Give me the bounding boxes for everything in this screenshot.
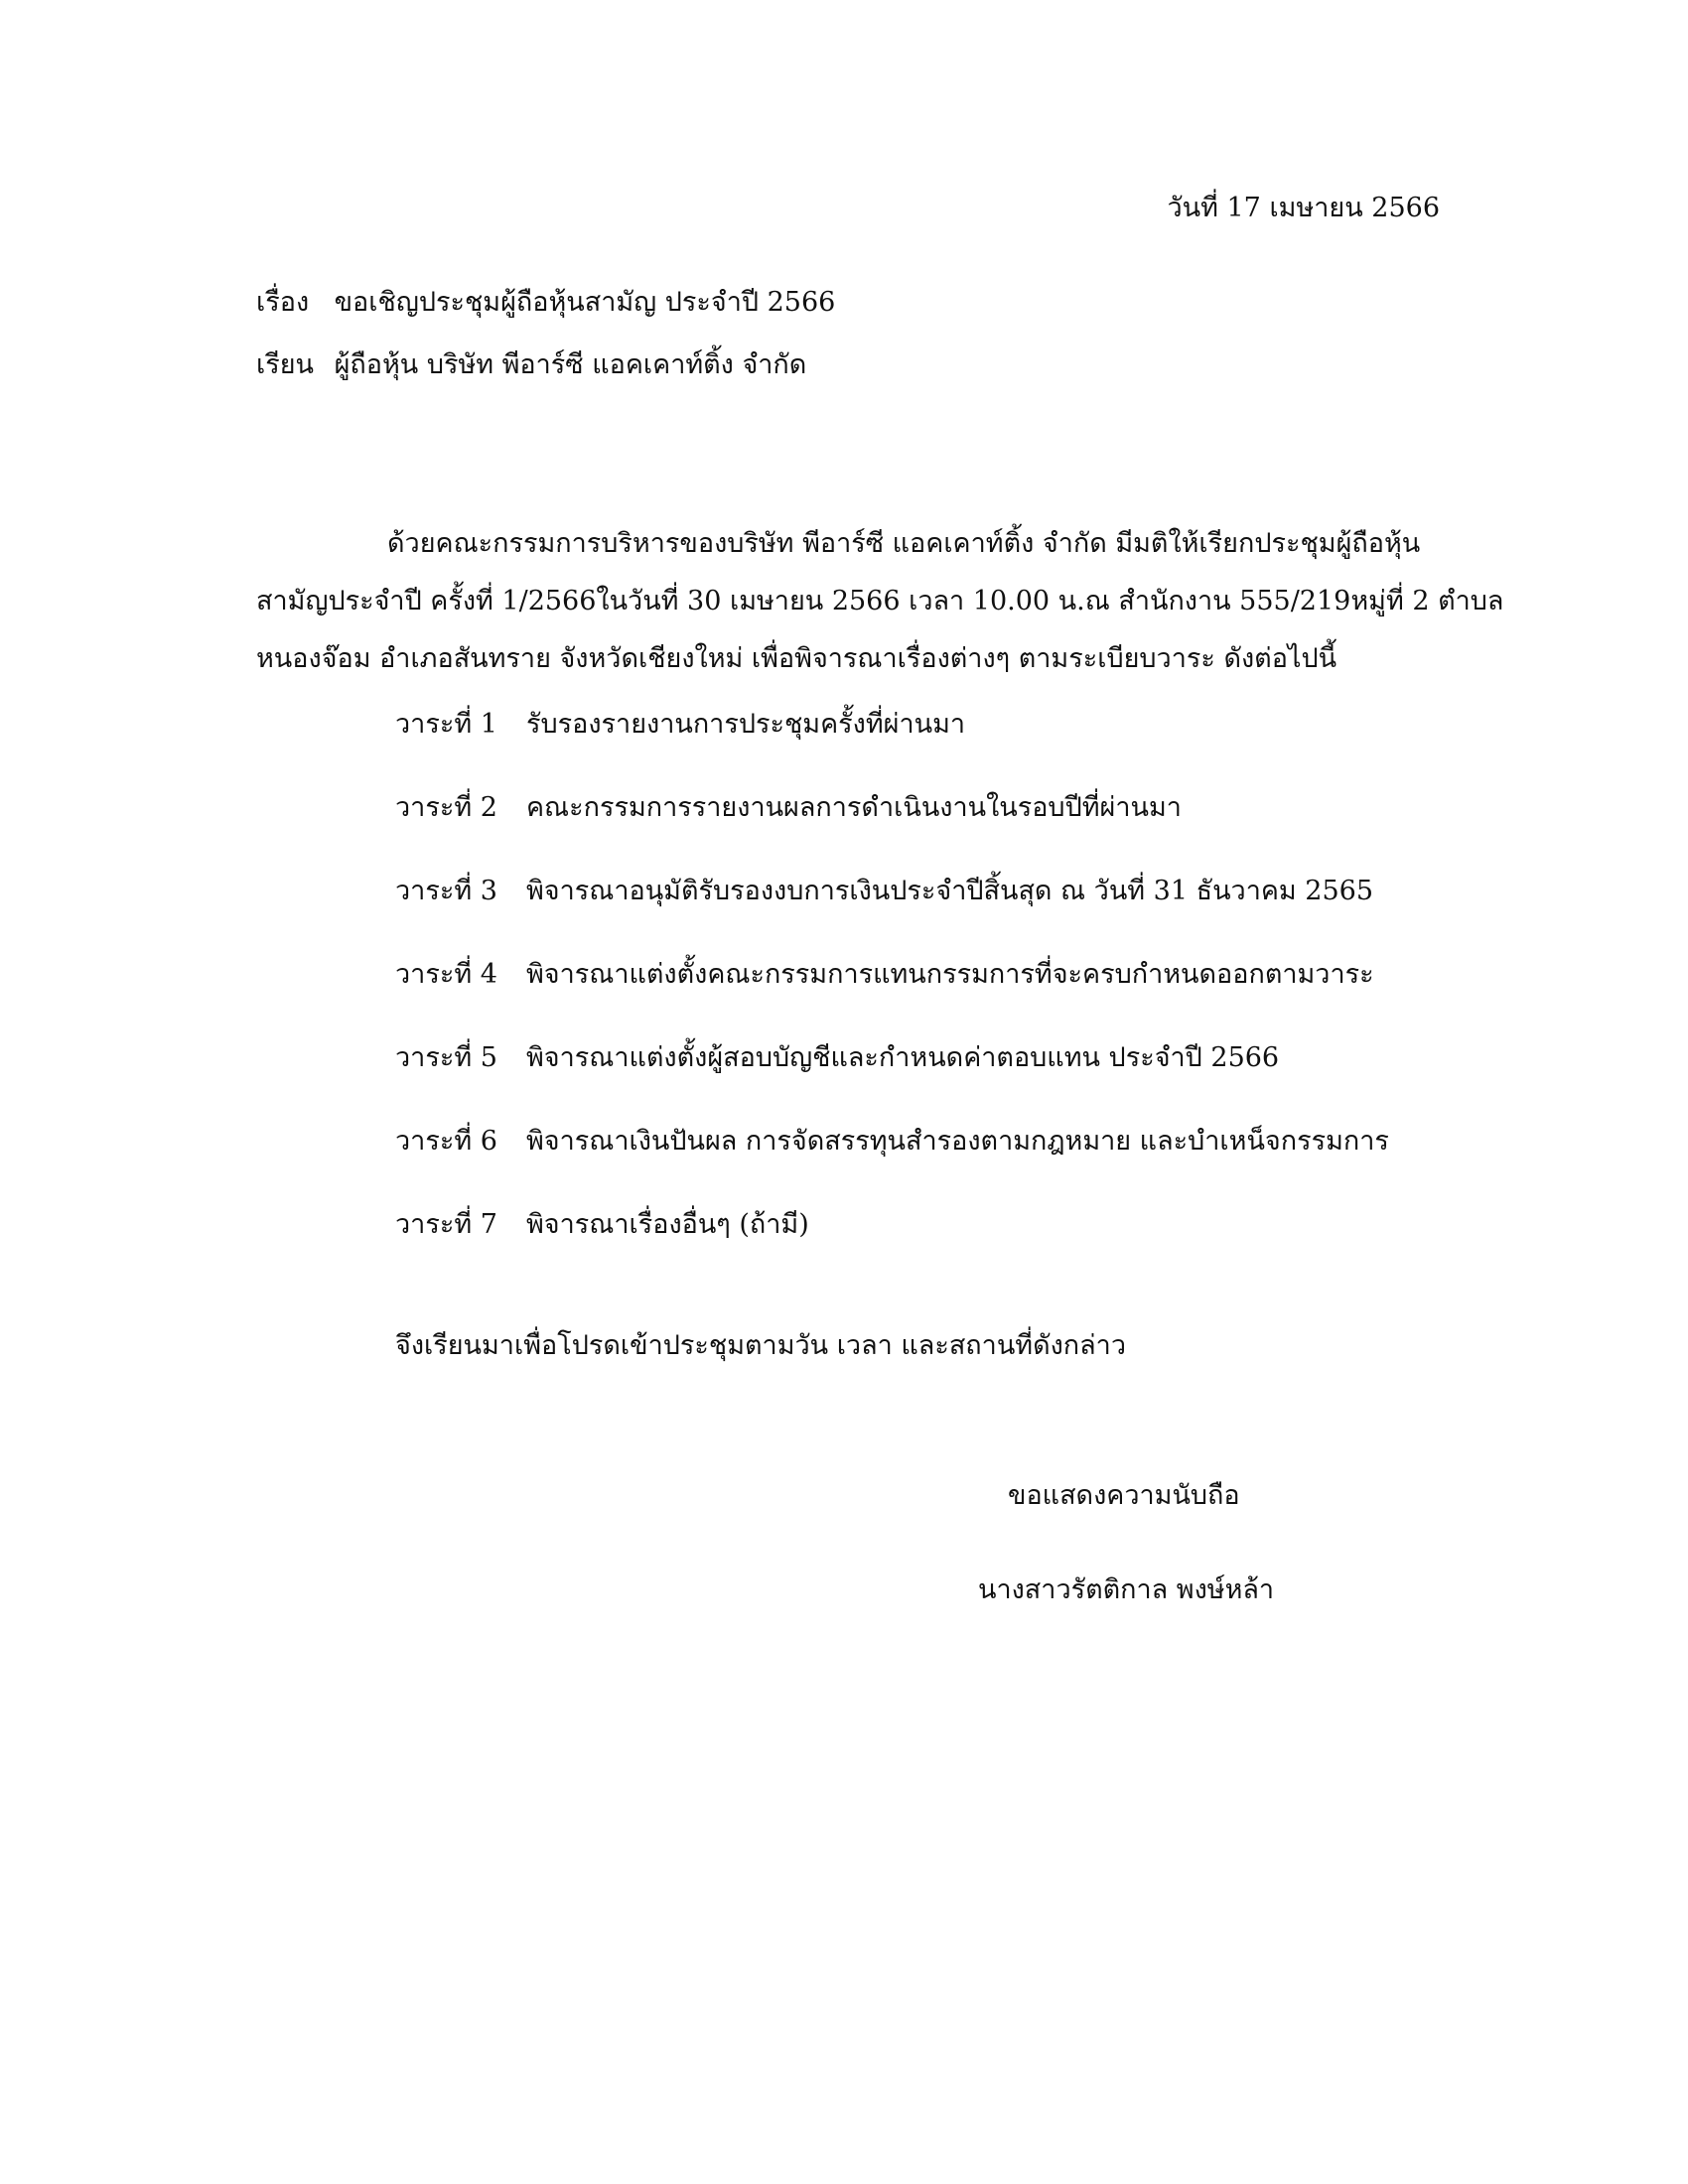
closing-line: จึงเรียนมาเพื่อโปรดเข้าประชุมตามวัน เวลา และสถานที่ดังกล่าว <box>395 1330 1127 1361</box>
recipient-line <box>256 345 806 385</box>
agenda-text: รับรองรายงานการประชุมครั้งที่ผ่านมา <box>526 709 966 740</box>
agenda-item <box>395 1038 1487 1122</box>
agenda-number: วาระที่ 3 <box>395 876 497 906</box>
agenda-number: วาระที่ 5 <box>395 1042 497 1073</box>
body-line-3: หนองจ๊อม อำเภอสันทราย จังหวัดเชียงใหม่ เพื่อพิจารณาเรื่องต่างๆ ตามระเบียบวาระ ดังต่อไปนี้ <box>256 643 1337 674</box>
recipient-text: ผู้ถือหุ้น บริษัท พีอาร์ซี แอคเคาท์ติ้ง จำกัด <box>334 349 807 380</box>
subject-text: ขอเชิญประชุมผู้ถือหุ้นสามัญ ประจำปี 2566 <box>334 287 836 318</box>
agenda-text: พิจารณาอนุมัติรับรองงบการเงินประจำปีสิ้นสุด ณ วันที่ 31 ธันวาคม 2565 <box>526 876 1374 906</box>
agenda-text: คณะกรรมการรายงานผลการดำเนินงานในรอบปีที่ผ่านมา <box>526 792 1182 823</box>
body-line-2: สามัญประจำปี ครั้งที่ 1/2566ในวันที่ 30 เมษายน 2566 เวลา 10.00 น.ณ สำนักงาน 555/219หมู่ที่ 2 ตำบล <box>256 586 1504 616</box>
agenda-item <box>395 1205 1487 1289</box>
agenda-text: พิจารณาแต่งตั้งคณะกรรมการแทนกรรมการที่จะครบกำหนดออกตามวาระ <box>526 959 1374 990</box>
agenda-text: พิจารณาแต่งตั้งผู้สอบบัญชีและกำหนดค่าตอบแทน ประจำปี 2566 <box>526 1042 1280 1073</box>
agenda-item <box>395 872 1487 955</box>
complimentary-close: ขอแสดงความนับถือ <box>1008 1480 1240 1511</box>
subject-label: เรื่อง <box>256 287 310 318</box>
agenda-number: วาระที่ 4 <box>395 959 497 990</box>
body-line-1: ด้วยคณะกรรมการบริหารของบริษัท พีอาร์ซี แอคเคาท์ติ้ง จำกัด มีมติให้เรียกประชุมผู้ถือหุ้น <box>387 528 1421 559</box>
agenda-number: วาระที่ 1 <box>395 709 497 740</box>
agenda-text: พิจารณาเงินปันผล การจัดสรรทุนสำรองตามกฎหมาย และบำเหน็จกรรมการ <box>526 1126 1389 1157</box>
agenda-item <box>395 788 1487 872</box>
agenda-number: วาระที่ 6 <box>395 1126 497 1157</box>
agenda-item <box>395 1122 1487 1205</box>
agenda-list <box>395 705 1487 1289</box>
agenda-number: วาระที่ 7 <box>395 1209 497 1240</box>
letter-date: วันที่ 17 เมษายน 2566 <box>1167 193 1440 223</box>
agenda-item <box>395 705 1487 788</box>
recipient-label: เรียน <box>256 349 315 380</box>
signer-name: นางสาวรัตติกาล พงษ์หล้า <box>978 1574 1275 1605</box>
agenda-text: พิจารณาเรื่องอื่นๆ (ถ้ามี) <box>526 1209 809 1240</box>
agenda-number: วาระที่ 2 <box>395 792 497 823</box>
subject-line <box>256 283 835 323</box>
agenda-item <box>395 955 1487 1038</box>
